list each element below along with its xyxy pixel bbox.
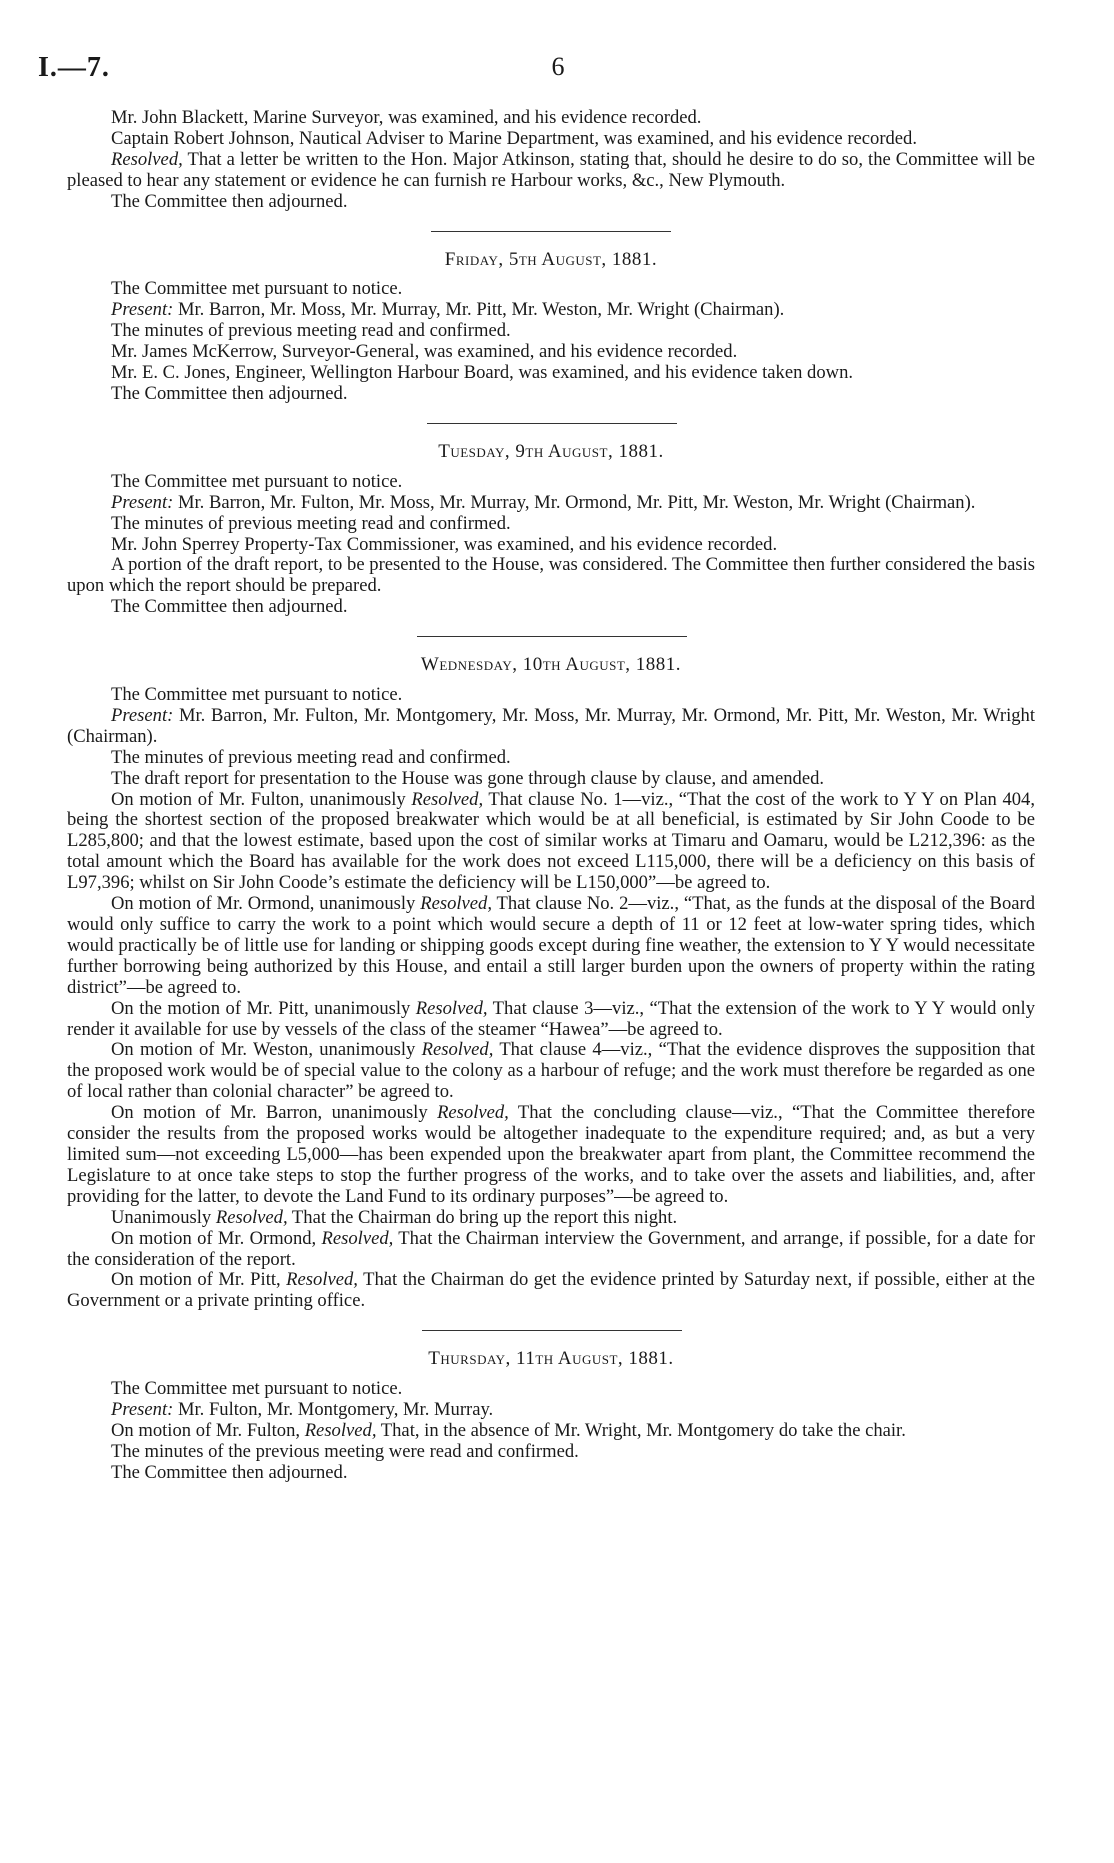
meeting-date-heading [67,655,1035,676]
minute-paragraph: The Committee met pursuant to notice. [111,1378,403,1400]
minute-paragraph: The minutes of previous meeting read and confirmed. [111,320,511,342]
text-run: That the Chairman do get the evidence printed by Saturday next, if possible, either at the Government or a private printing office. [67,1269,1035,1312]
section-divider [431,231,671,232]
minute-paragraph: Mr. E. C. Jones, Engineer, Wellington Harbour Board, was examined, and his evidence taken down. [111,362,854,384]
minute-paragraph: The minutes of previous meeting read and confirmed. [111,512,511,534]
minute-paragraph: The minutes of previous meeting read and confirmed. [111,746,511,768]
meeting-date-heading [67,442,1035,463]
text-run: That the Chairman interview the Government, and arrange, if possible, for a date for the consideration of the report. [67,1227,1035,1270]
italic-text: Resolved, [421,1039,494,1061]
minute-paragraph [67,1400,1035,1421]
text-run: That clause No. 2—viz., “That, as the funds at the disposal of the Board would only suffice to carry the work to a point which would secure a depth of 11 or 12 feet at low-water spring tides, which would practically be of little use for landing or shipping goods except during fine weather, the extension to Y Y would necessitate further borrowing being authorized by this House, and entail a still larger burden upon the owners of property within the rating district”—be agreed to. [67,893,1035,998]
text-run: That clause No. 1—viz., “That the cost of the work to Y Y on Plan 404, being the shortest section of the proposed breakwater which would be at all beneficial, is estimated by Sir John Coode to be L285,800; and that the lowest estimate, based upon the cost of similar works at Timaru and Oamaru, would be L212,396: as the total amount which the Board has available for the work does not exceed L115,000, there will be a deficiency on this basis of L97,396; whilst on Sir John Coode’s estimate the deficiency will be L150,000”—be agreed to. [67,788,1035,894]
text-run: On motion of Mr. Fulton, unanimously [111,788,412,810]
minute-paragraph: Mr. James McKerrow, Surveyor-General, was examined, and his evidence recorded. [111,341,738,363]
meeting-friday-5-august [67,250,1035,405]
minute-paragraph [67,300,1035,321]
text-run: On motion of Mr. Ormond, unanimously [111,893,421,915]
heading-text: Thursday, 11th August, 1881. [428,1348,674,1370]
heading-text: Wednesday, 10th August, 1881. [420,654,682,676]
italic-text: Resolved, [286,1269,358,1291]
section-divider [422,1330,682,1331]
text-run: That the Chairman do bring up the report this night. [287,1206,678,1228]
text-run: That the concluding clause—viz., “That the Committee therefore consider the results from the proposed works would be altogether inadequate to the expenditure required; and, as but a very limited sum—not exceeding L5,000—has been expended upon the breakwater apart from plant, the Committee recommend the Legislature to at once take steps to stop the further progress of the works, and to take over the assets and liabilities, and, after providing for the latter, to devote the Land Fund to its ordinary purposes”—be agreed to. [67,1102,1036,1207]
minute-paragraph: The Committee then adjourned. [111,190,348,212]
minute-paragraph [67,706,1035,748]
minute-paragraph: The Committee met pursuant to notice. [111,278,403,300]
meeting-tuesday-9-august [67,442,1035,618]
minute-paragraph: The minutes of the previous meeting were read and confirmed. [111,1440,579,1462]
text-run: On motion of Mr. Weston, unanimously [111,1039,422,1061]
minute-paragraph: The Committee then adjourned. [111,1461,348,1483]
minute-paragraph [67,1208,1035,1229]
minute-paragraph [67,1270,1035,1312]
page-number: 6 [551,52,565,81]
minute-paragraph [67,493,1035,514]
document-body [67,108,1035,1484]
heading-text: Tuesday, 9th August, 1881. [438,440,664,462]
text-run: On motion of Mr. Fulton, [111,1419,305,1441]
text-run: That clause 3—viz., “That the extension of the work to Y Y would only render it available for use by vessels of the class of the steamer “Hawea”—be agreed to. [67,997,1035,1040]
text-run: Mr. Barron, Mr. Fulton, Mr. Moss, Mr. Murray, Mr. Ormond, Mr. Pitt, Mr. Weston, Mr. Wright (Chairman). [173,491,976,513]
text-run: That a letter be written to the Hon. Major Atkinson, stating that, should he desire to do so, the Committee will be pleased to hear any statement or evidence he can furnish re Harbour works, &c., New Plymouth. [67,148,1035,191]
heading-text: Friday, 5th August, 1881. [444,248,658,270]
minute-paragraph: The Committee then adjourned. [111,382,348,404]
minute-paragraph: The Committee then adjourned. [111,596,348,618]
italic-text: Present: [111,491,174,513]
minute-paragraph: The draft report for presentation to the House was gone through clause by clause, and amended. [111,767,825,789]
italic-text: Resolved, [437,1102,509,1124]
italic-text: Present: [111,299,174,321]
text-run: On motion of Mr. Barron, unanimously [111,1102,438,1124]
minute-paragraph: Mr. John Blackett, Marine Surveyor, was examined, and his evidence recorded. [111,107,702,128]
text-run: Mr. Fulton, Mr. Montgomery, Mr. Murray. [173,1399,494,1421]
minute-paragraph: Captain Robert Johnson, Nautical Adviser to Marine Department, was examined, and his evidence recorded. [111,127,918,149]
minute-paragraph [67,1421,1035,1442]
text-run: On the motion of Mr. Pitt, unanimously [111,997,416,1019]
paper-reference: I.—7. [38,52,110,83]
text-run: Unanimously [111,1206,216,1228]
minute-paragraph: Mr. John Sperrey Property-Tax Commissioner, was examined, and his evidence recorded. [111,533,778,555]
minute-paragraph [67,150,1035,192]
minute-paragraph: A portion of the draft report, to be presented to the House, was considered. The Committee then further considered the basis upon which the report should be prepared. [67,554,1035,597]
minute-paragraph [67,790,1035,895]
minute-paragraph: The Committee met pursuant to notice. [111,684,403,706]
italic-text: Resolved, [420,893,492,915]
minute-paragraph [67,1103,1035,1208]
minute-paragraph [67,999,1035,1041]
italic-text: Resolved, [111,148,183,170]
text-run: On motion of Mr. Pitt, [111,1269,287,1291]
minute-paragraph [67,1040,1035,1103]
meeting-date-heading [67,250,1035,271]
text-run: Mr. Barron, Mr. Fulton, Mr. Montgomery, Mr. Moss, Mr. Murray, Mr. Ormond, Mr. Pitt, Mr. Weston, Mr. Wright (Chairman). [67,704,1035,747]
italic-text: Resolved, [415,997,488,1019]
minute-paragraph [67,1229,1035,1271]
meeting-thursday-11-august [67,1349,1035,1483]
italic-text: Resolved, [321,1227,394,1249]
meeting-date-heading [67,1349,1035,1370]
italic-text: Resolved, [304,1419,377,1441]
meeting-wednesday-10-august [67,655,1035,1312]
section-divider [427,423,677,424]
text-run: That, in the absence of Mr. Wright, Mr. Montgomery do take the chair. [376,1419,906,1441]
italic-text: Resolved, [411,788,484,810]
italic-text: Present: [111,1399,174,1421]
page-header [38,52,1078,92]
italic-text: Resolved, [215,1206,288,1228]
text-run: On motion of Mr. Ormond, [111,1227,322,1249]
previous-meeting-tail [67,108,1035,213]
italic-text: Present: [111,704,174,726]
minute-paragraph [67,894,1035,999]
section-divider [417,636,687,637]
text-run: Mr. Barron, Mr. Moss, Mr. Murray, Mr. Pitt, Mr. Weston, Mr. Wright (Chairman). [173,299,785,321]
text-run: That clause 4—viz., “That the evidence disproves the supposition that the proposed work would be of special value to the colony as a harbour of refuge; and the work must therefore be regarded as one of local rather than colonial character” be agreed to. [67,1039,1035,1103]
minute-paragraph: The Committee met pursuant to notice. [111,470,403,492]
